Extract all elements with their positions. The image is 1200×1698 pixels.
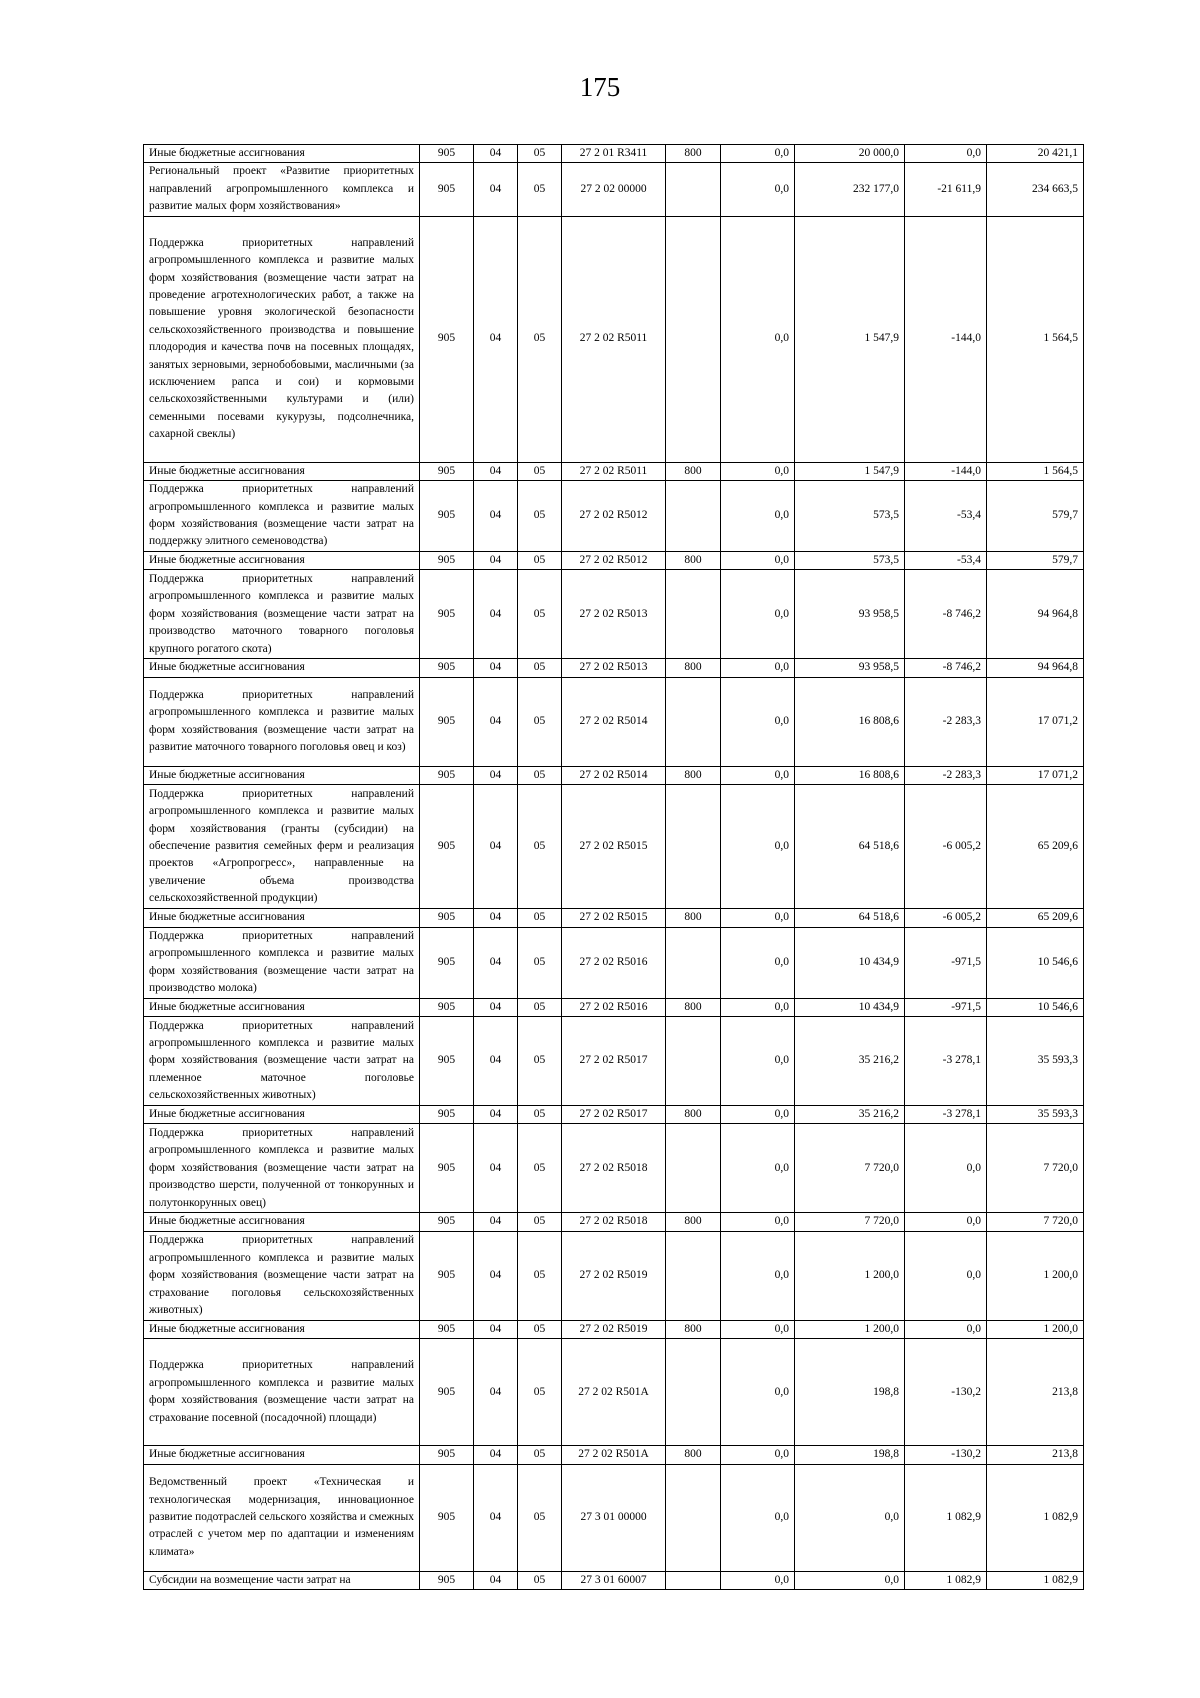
- table-row: [144, 163, 1084, 216]
- target-article-cell: 27 2 02 R501A: [562, 1339, 666, 1446]
- amount-cell-4: 65 209,6: [987, 785, 1084, 909]
- section-code-cell: 04: [474, 570, 518, 659]
- amount-cell-2: 16 808,6: [795, 677, 905, 766]
- subsection-code-cell: 05: [518, 481, 562, 552]
- amount-cell-3: -8 746,2: [905, 659, 987, 677]
- amount-cell-4: 94 964,8: [987, 659, 1084, 677]
- table-row: [144, 481, 1084, 552]
- item-name-cell: Поддержка приоритетных направлений агропромышленного комплекса и развитие малых форм хозяйствования (возмещение части затрат на страхование поголовья сельскохозяйственных животных): [144, 1231, 420, 1320]
- amount-cell-1: 0,0: [721, 1446, 795, 1464]
- amount-cell-1: 0,0: [721, 1320, 795, 1338]
- amount-cell-2: 1 547,9: [795, 216, 905, 462]
- amount-cell-3: -971,5: [905, 927, 987, 998]
- item-name-cell: Иные бюджетные ассигнования: [144, 145, 420, 163]
- subsection-code-cell: 05: [518, 216, 562, 462]
- table-row: [144, 216, 1084, 462]
- amount-cell-3: -21 611,9: [905, 163, 987, 216]
- amount-cell-3: 1 082,9: [905, 1464, 987, 1571]
- expense-type-cell: [666, 570, 721, 659]
- item-name-cell: Поддержка приоритетных направлений агропромышленного комплекса и развитие малых форм хозяйствования (возмещение части затрат на производство шерсти, полученной от тонкорунных и полутонкорунных овец): [144, 1124, 420, 1213]
- amount-cell-3: -144,0: [905, 216, 987, 462]
- amount-cell-2: 64 518,6: [795, 909, 905, 927]
- amount-cell-1: 0,0: [721, 1124, 795, 1213]
- section-code-cell: 04: [474, 1231, 518, 1320]
- amount-cell-3: -6 005,2: [905, 785, 987, 909]
- expense-type-cell: [666, 216, 721, 462]
- expense-type-cell: 800: [666, 1213, 721, 1231]
- admin-code-cell: 905: [420, 1106, 474, 1124]
- amount-cell-1: 0,0: [721, 1017, 795, 1106]
- amount-cell-2: 7 720,0: [795, 1213, 905, 1231]
- table-row: [144, 659, 1084, 677]
- amount-cell-1: 0,0: [721, 145, 795, 163]
- item-name-cell: Поддержка приоритетных направлений агропромышленного комплекса и развитие малых форм хозяйствования (возмещение части затрат на страхование посевной (посадочной) площади): [144, 1339, 420, 1446]
- target-article-cell: 27 2 02 R5017: [562, 1106, 666, 1124]
- item-name-cell: Поддержка приоритетных направлений агропромышленного комплекса и развитие малых форм хозяйствования (возмещение части затрат на поддержку элитного семеноводства): [144, 481, 420, 552]
- amount-cell-4: 10 546,6: [987, 927, 1084, 998]
- section-code-cell: 04: [474, 1571, 518, 1589]
- section-code-cell: 04: [474, 785, 518, 909]
- amount-cell-2: 93 958,5: [795, 659, 905, 677]
- target-article-cell: 27 2 02 R5015: [562, 785, 666, 909]
- amount-cell-3: -8 746,2: [905, 570, 987, 659]
- target-article-cell: 27 2 01 R3411: [562, 145, 666, 163]
- admin-code-cell: 905: [420, 1571, 474, 1589]
- amount-cell-2: 7 720,0: [795, 1124, 905, 1213]
- amount-cell-3: 0,0: [905, 1320, 987, 1338]
- expense-type-cell: [666, 1231, 721, 1320]
- target-article-cell: 27 2 02 R5018: [562, 1213, 666, 1231]
- amount-cell-2: 10 434,9: [795, 927, 905, 998]
- section-code-cell: 04: [474, 766, 518, 784]
- amount-cell-4: 20 421,1: [987, 145, 1084, 163]
- target-article-cell: 27 2 02 R5016: [562, 927, 666, 998]
- section-code-cell: 04: [474, 1017, 518, 1106]
- target-article-cell: 27 2 02 R5013: [562, 659, 666, 677]
- table-row: [144, 1213, 1084, 1231]
- amount-cell-1: 0,0: [721, 481, 795, 552]
- expense-type-cell: 800: [666, 1106, 721, 1124]
- section-code-cell: 04: [474, 145, 518, 163]
- table-row: [144, 462, 1084, 480]
- subsection-code-cell: 05: [518, 1017, 562, 1106]
- subsection-code-cell: 05: [518, 1320, 562, 1338]
- item-name-cell: Иные бюджетные ассигнования: [144, 1213, 420, 1231]
- amount-cell-2: 1 547,9: [795, 462, 905, 480]
- admin-code-cell: 905: [420, 462, 474, 480]
- admin-code-cell: 905: [420, 1213, 474, 1231]
- admin-code-cell: 905: [420, 909, 474, 927]
- item-name-cell: Поддержка приоритетных направлений агропромышленного комплекса и развитие малых форм хозяйствования (возмещение части затрат на производство молока): [144, 927, 420, 998]
- section-code-cell: 04: [474, 163, 518, 216]
- amount-cell-4: 213,8: [987, 1446, 1084, 1464]
- amount-cell-3: -2 283,3: [905, 677, 987, 766]
- subsection-code-cell: 05: [518, 163, 562, 216]
- section-code-cell: 04: [474, 659, 518, 677]
- target-article-cell: 27 2 02 R5013: [562, 570, 666, 659]
- item-name-cell: Региональный проект «Развитие приоритетных направлений агропромышленного комплекса и развитие малых форм хозяйствования»: [144, 163, 420, 216]
- subsection-code-cell: 05: [518, 570, 562, 659]
- amount-cell-4: 1 082,9: [987, 1571, 1084, 1589]
- expense-type-cell: 800: [666, 766, 721, 784]
- item-name-cell: Субсидии на возмещение части затрат на: [144, 1571, 420, 1589]
- amount-cell-1: 0,0: [721, 1464, 795, 1571]
- admin-code-cell: 905: [420, 481, 474, 552]
- table-row: [144, 570, 1084, 659]
- amount-cell-2: 35 216,2: [795, 1106, 905, 1124]
- amount-cell-2: 0,0: [795, 1464, 905, 1571]
- subsection-code-cell: 05: [518, 785, 562, 909]
- subsection-code-cell: 05: [518, 677, 562, 766]
- amount-cell-2: 16 808,6: [795, 766, 905, 784]
- item-name-cell: Поддержка приоритетных направлений агропромышленного комплекса и развитие малых форм хозяйствования (возмещение части затрат на производство маточного товарного поголовья крупного рогатого скота): [144, 570, 420, 659]
- amount-cell-1: 0,0: [721, 462, 795, 480]
- amount-cell-1: 0,0: [721, 998, 795, 1016]
- amount-cell-4: 94 964,8: [987, 570, 1084, 659]
- admin-code-cell: 905: [420, 1464, 474, 1571]
- amount-cell-1: 0,0: [721, 909, 795, 927]
- amount-cell-4: 17 071,2: [987, 766, 1084, 784]
- admin-code-cell: 905: [420, 1339, 474, 1446]
- amount-cell-1: 0,0: [721, 1213, 795, 1231]
- subsection-code-cell: 05: [518, 1446, 562, 1464]
- table-body: [144, 145, 1084, 1590]
- admin-code-cell: 905: [420, 216, 474, 462]
- amount-cell-1: 0,0: [721, 785, 795, 909]
- admin-code-cell: 905: [420, 927, 474, 998]
- admin-code-cell: 905: [420, 1124, 474, 1213]
- amount-cell-4: 35 593,3: [987, 1106, 1084, 1124]
- amount-cell-4: 1 564,5: [987, 216, 1084, 462]
- amount-cell-4: 234 663,5: [987, 163, 1084, 216]
- subsection-code-cell: 05: [518, 462, 562, 480]
- table-row: [144, 1446, 1084, 1464]
- target-article-cell: 27 2 02 00000: [562, 163, 666, 216]
- section-code-cell: 04: [474, 998, 518, 1016]
- target-article-cell: 27 2 02 R5014: [562, 766, 666, 784]
- amount-cell-2: 20 000,0: [795, 145, 905, 163]
- target-article-cell: 27 2 02 R5011: [562, 462, 666, 480]
- expense-type-cell: [666, 1464, 721, 1571]
- section-code-cell: 04: [474, 927, 518, 998]
- target-article-cell: 27 2 02 R5016: [562, 998, 666, 1016]
- admin-code-cell: 905: [420, 766, 474, 784]
- item-name-cell: Иные бюджетные ассигнования: [144, 659, 420, 677]
- section-code-cell: 04: [474, 1213, 518, 1231]
- amount-cell-4: 1 200,0: [987, 1231, 1084, 1320]
- subsection-code-cell: 05: [518, 1124, 562, 1213]
- table-row: [144, 1339, 1084, 1446]
- item-name-cell: Иные бюджетные ассигнования: [144, 1446, 420, 1464]
- target-article-cell: 27 2 02 R5011: [562, 216, 666, 462]
- item-name-cell: Иные бюджетные ассигнования: [144, 909, 420, 927]
- table-row: [144, 927, 1084, 998]
- subsection-code-cell: 05: [518, 998, 562, 1016]
- target-article-cell: 27 2 02 R5019: [562, 1231, 666, 1320]
- subsection-code-cell: 05: [518, 1231, 562, 1320]
- subsection-code-cell: 05: [518, 1106, 562, 1124]
- expense-type-cell: 800: [666, 909, 721, 927]
- subsection-code-cell: 05: [518, 1339, 562, 1446]
- section-code-cell: 04: [474, 552, 518, 570]
- item-name-cell: Поддержка приоритетных направлений агропромышленного комплекса и развитие малых форм хозяйствования (возмещение части затрат на проведение агротехнологических работ, а также на повышение уровня экологической безопасности сельскохозяйственного производства и повышение плодородия и качества почв на посевных площадях, занятых зерновыми, зернобобовыми, масличными (за исключением рапса и сои) и кормовыми сельскохозяйственными культурами и (или) семенными посевами кукурузы, подсолнечника, сахарной свеклы): [144, 216, 420, 462]
- target-article-cell: 27 3 01 00000: [562, 1464, 666, 1571]
- amount-cell-3: -130,2: [905, 1446, 987, 1464]
- target-article-cell: 27 3 01 60007: [562, 1571, 666, 1589]
- subsection-code-cell: 05: [518, 909, 562, 927]
- amount-cell-1: 0,0: [721, 1571, 795, 1589]
- table-row: [144, 1571, 1084, 1589]
- amount-cell-1: 0,0: [721, 1339, 795, 1446]
- amount-cell-2: 198,8: [795, 1446, 905, 1464]
- table-row: [144, 766, 1084, 784]
- expense-type-cell: 800: [666, 1446, 721, 1464]
- amount-cell-3: -2 283,3: [905, 766, 987, 784]
- expense-type-cell: 800: [666, 462, 721, 480]
- target-article-cell: 27 2 02 R5018: [562, 1124, 666, 1213]
- amount-cell-3: 0,0: [905, 145, 987, 163]
- section-code-cell: 04: [474, 1106, 518, 1124]
- amount-cell-3: -144,0: [905, 462, 987, 480]
- subsection-code-cell: 05: [518, 766, 562, 784]
- amount-cell-1: 0,0: [721, 163, 795, 216]
- table-row: [144, 998, 1084, 1016]
- expense-type-cell: [666, 677, 721, 766]
- subsection-code-cell: 05: [518, 552, 562, 570]
- budget-table: [143, 144, 1084, 1590]
- admin-code-cell: 905: [420, 659, 474, 677]
- expense-type-cell: [666, 927, 721, 998]
- amount-cell-4: 10 546,6: [987, 998, 1084, 1016]
- amount-cell-4: 65 209,6: [987, 909, 1084, 927]
- amount-cell-2: 64 518,6: [795, 785, 905, 909]
- amount-cell-3: 0,0: [905, 1213, 987, 1231]
- amount-cell-1: 0,0: [721, 1231, 795, 1320]
- amount-cell-4: 1 200,0: [987, 1320, 1084, 1338]
- amount-cell-2: 573,5: [795, 481, 905, 552]
- target-article-cell: 27 2 02 R5019: [562, 1320, 666, 1338]
- amount-cell-2: 1 200,0: [795, 1231, 905, 1320]
- amount-cell-4: 7 720,0: [987, 1124, 1084, 1213]
- expense-type-cell: 800: [666, 552, 721, 570]
- expense-type-cell: [666, 481, 721, 552]
- section-code-cell: 04: [474, 677, 518, 766]
- table-row: [144, 1464, 1084, 1571]
- subsection-code-cell: 05: [518, 659, 562, 677]
- amount-cell-1: 0,0: [721, 552, 795, 570]
- amount-cell-1: 0,0: [721, 677, 795, 766]
- amount-cell-4: 1 082,9: [987, 1464, 1084, 1571]
- item-name-cell: Иные бюджетные ассигнования: [144, 1106, 420, 1124]
- amount-cell-4: 579,7: [987, 481, 1084, 552]
- amount-cell-2: 573,5: [795, 552, 905, 570]
- amount-cell-1: 0,0: [721, 659, 795, 677]
- item-name-cell: Иные бюджетные ассигнования: [144, 462, 420, 480]
- table-row: [144, 1124, 1084, 1213]
- amount-cell-3: -6 005,2: [905, 909, 987, 927]
- admin-code-cell: 905: [420, 552, 474, 570]
- admin-code-cell: 905: [420, 570, 474, 659]
- section-code-cell: 04: [474, 462, 518, 480]
- table-row: [144, 1231, 1084, 1320]
- expense-type-cell: [666, 1017, 721, 1106]
- amount-cell-2: 93 958,5: [795, 570, 905, 659]
- target-article-cell: 27 2 02 R5012: [562, 552, 666, 570]
- amount-cell-2: 232 177,0: [795, 163, 905, 216]
- amount-cell-1: 0,0: [721, 570, 795, 659]
- amount-cell-4: 1 564,5: [987, 462, 1084, 480]
- expense-type-cell: 800: [666, 998, 721, 1016]
- admin-code-cell: 905: [420, 998, 474, 1016]
- item-name-cell: Иные бюджетные ассигнования: [144, 1320, 420, 1338]
- admin-code-cell: 905: [420, 785, 474, 909]
- subsection-code-cell: 05: [518, 927, 562, 998]
- admin-code-cell: 905: [420, 1017, 474, 1106]
- amount-cell-4: 17 071,2: [987, 677, 1084, 766]
- section-code-cell: 04: [474, 216, 518, 462]
- section-code-cell: 04: [474, 1320, 518, 1338]
- table-row: [144, 1017, 1084, 1106]
- amount-cell-2: 10 434,9: [795, 998, 905, 1016]
- amount-cell-2: 35 216,2: [795, 1017, 905, 1106]
- expense-type-cell: 800: [666, 1320, 721, 1338]
- amount-cell-3: 0,0: [905, 1231, 987, 1320]
- item-name-cell: Поддержка приоритетных направлений агропромышленного комплекса и развитие малых форм хозяйствования (возмещение части затрат на развитие маточного товарного поголовья овец и коз): [144, 677, 420, 766]
- admin-code-cell: 905: [420, 1446, 474, 1464]
- table-row: [144, 552, 1084, 570]
- section-code-cell: 04: [474, 1446, 518, 1464]
- amount-cell-3: -130,2: [905, 1339, 987, 1446]
- item-name-cell: Иные бюджетные ассигнования: [144, 552, 420, 570]
- section-code-cell: 04: [474, 1339, 518, 1446]
- amount-cell-2: 198,8: [795, 1339, 905, 1446]
- expense-type-cell: 800: [666, 145, 721, 163]
- amount-cell-2: 0,0: [795, 1571, 905, 1589]
- item-name-cell: Иные бюджетные ассигнования: [144, 998, 420, 1016]
- expense-type-cell: [666, 1339, 721, 1446]
- section-code-cell: 04: [474, 481, 518, 552]
- item-name-cell: Поддержка приоритетных направлений агропромышленного комплекса и развитие малых форм хозяйствования (возмещение части затрат на племенное маточное поголовье сельскохозяйственных животных): [144, 1017, 420, 1106]
- admin-code-cell: 905: [420, 1320, 474, 1338]
- amount-cell-4: 579,7: [987, 552, 1084, 570]
- target-article-cell: 27 2 02 R5014: [562, 677, 666, 766]
- amount-cell-1: 0,0: [721, 216, 795, 462]
- section-code-cell: 04: [474, 1464, 518, 1571]
- subsection-code-cell: 05: [518, 1464, 562, 1571]
- amount-cell-4: 35 593,3: [987, 1017, 1084, 1106]
- amount-cell-2: 1 200,0: [795, 1320, 905, 1338]
- amount-cell-3: 1 082,9: [905, 1571, 987, 1589]
- expense-type-cell: [666, 1124, 721, 1213]
- amount-cell-3: -971,5: [905, 998, 987, 1016]
- table-row: [144, 677, 1084, 766]
- amount-cell-3: -3 278,1: [905, 1106, 987, 1124]
- table-row: [144, 1106, 1084, 1124]
- table-row: [144, 1320, 1084, 1338]
- amount-cell-4: 213,8: [987, 1339, 1084, 1446]
- subsection-code-cell: 05: [518, 1213, 562, 1231]
- amount-cell-4: 7 720,0: [987, 1213, 1084, 1231]
- item-name-cell: Ведомственный проект «Техническая и технологическая модернизация, инновационное развитие подотраслей сельского хозяйства и смежных отраслей с учетом мер по адаптации и изменениям климата»: [144, 1464, 420, 1571]
- admin-code-cell: 905: [420, 145, 474, 163]
- target-article-cell: 27 2 02 R5012: [562, 481, 666, 552]
- amount-cell-1: 0,0: [721, 1106, 795, 1124]
- expense-type-cell: [666, 785, 721, 909]
- item-name-cell: Поддержка приоритетных направлений агропромышленного комплекса и развитие малых форм хозяйствования (гранты (субсидии) на обеспечение развития семейных ферм и реализация проектов «Агропрогресс», направленные на увеличение объема производства сельскохозяйственной продукции): [144, 785, 420, 909]
- target-article-cell: 27 2 02 R5015: [562, 909, 666, 927]
- section-code-cell: 04: [474, 909, 518, 927]
- expense-type-cell: 800: [666, 659, 721, 677]
- table-row: [144, 145, 1084, 163]
- admin-code-cell: 905: [420, 163, 474, 216]
- item-name-cell: Иные бюджетные ассигнования: [144, 766, 420, 784]
- expense-type-cell: [666, 1571, 721, 1589]
- amount-cell-1: 0,0: [721, 927, 795, 998]
- table-row: [144, 785, 1084, 909]
- table-row: [144, 909, 1084, 927]
- amount-cell-3: 0,0: [905, 1124, 987, 1213]
- admin-code-cell: 905: [420, 1231, 474, 1320]
- expense-type-cell: [666, 163, 721, 216]
- amount-cell-3: -53,4: [905, 552, 987, 570]
- admin-code-cell: 905: [420, 677, 474, 766]
- target-article-cell: 27 2 02 R501A: [562, 1446, 666, 1464]
- page-number: 175: [579, 72, 621, 102]
- amount-cell-3: -3 278,1: [905, 1017, 987, 1106]
- subsection-code-cell: 05: [518, 1571, 562, 1589]
- subsection-code-cell: 05: [518, 145, 562, 163]
- target-article-cell: 27 2 02 R5017: [562, 1017, 666, 1106]
- amount-cell-3: -53,4: [905, 481, 987, 552]
- section-code-cell: 04: [474, 1124, 518, 1213]
- amount-cell-1: 0,0: [721, 766, 795, 784]
